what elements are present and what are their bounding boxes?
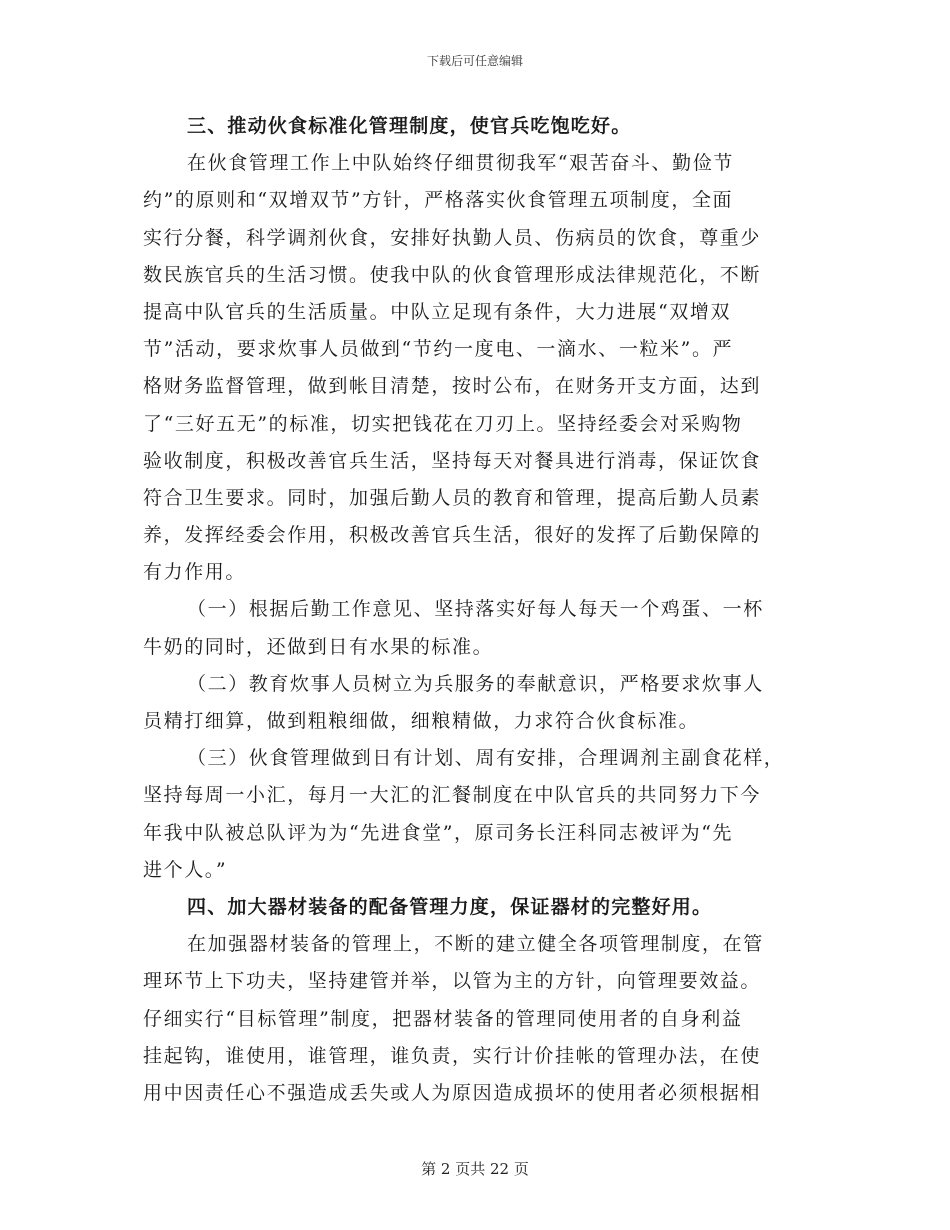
body-text-line: （三）伙食管理做到日有计划、周有安排，合理调剂主副食花样， — [187, 747, 785, 770]
body-text-line: 数民族官兵的生活习惯。使我中队的伙食管理形成法律规范化，不断 — [143, 263, 762, 286]
body-text-line: 实行分餐，科学调剂伙食，安排好执勤人员、伤病员的饮食，尊重少 — [143, 226, 762, 249]
body-text-line: 牛奶的同时，还做到日有水果的标准。 — [143, 635, 494, 658]
body-text-line: 年我中队被总队评为为“先进食堂”，原司务长汪科同志被评为“先 — [143, 821, 734, 844]
body-text-line: 了“三好五无”的标准，切实把钱花在刀刃上。坚持经委会对采购物 — [143, 412, 743, 435]
body-text-line: （一）根据后勤工作意见、坚持落实好每人每天一个鸡蛋、一杯 — [187, 598, 764, 621]
body-text-line: 验收制度，积极改善官兵生活，坚持每天对餐具进行消毒，保证饮食 — [143, 449, 762, 472]
body-text-line: 坚持每周一小汇，每月一大汇的汇餐制度在中队官兵的共同努力下今 — [143, 784, 762, 807]
body-text-line: 约”的原则和“双增双节”方针，严格落实伙食管理五项制度，全面 — [143, 189, 734, 212]
body-text-line: 格财务监督管理，做到帐目清楚，按时公布，在财务开支方面，达到 — [143, 375, 762, 398]
body-text-line: 挂起钩，谁使用，谁管理，谁负责，实行计价挂帐的管理办法，在使 — [143, 1044, 762, 1067]
body-text-line: 用中因责任心不强造成丢失或人为原因造成损坏的使用者必须根据相 — [143, 1081, 762, 1104]
section-heading: 三、推动伙食标准化管理制度，使官兵吃饱吃好。 — [187, 115, 632, 137]
body-text-line: 员精打细算，做到粗粮细做，细粮精做，力求符合伙食标准。 — [143, 710, 700, 732]
body-text-line: 进个人。” — [143, 858, 228, 881]
body-text-line: （二）教育炊事人员树立为兵服务的奉献意识，严格要求炊事人 — [187, 672, 764, 695]
section-heading: 四、加大器材装备的配备管理力度，保证器材的完整好用。 — [187, 895, 713, 918]
body-text-line: 养，发挥经委会作用，积极改善官兵生活，很好的发挥了后勤保障的 — [143, 524, 762, 547]
body-text-line: 有力作用。 — [143, 561, 247, 584]
body-text-line: 提高中队官兵的生活质量。中队立足现有条件，大力进展“双增双 — [143, 300, 732, 323]
page-header: 下载后可任意编辑 — [426, 54, 523, 68]
page-footer: 第 2 页共 22 页 — [421, 1160, 529, 1178]
body-text-line: 理环节上下功夫，坚持建管并举，以管为主的方针，向管理要效益。 — [143, 970, 762, 993]
body-text-line: 在加强器材装备的管理上，不断的建立健全各项管理制度，在管 — [187, 933, 764, 956]
body-text-line: 仔细实行“目标管理”制度，把器材装备的管理同使用者的自身利益 — [143, 1007, 743, 1030]
body-text-line: 节”活动，要求炊事人员做到“节约一度电、一滴水、一粒米”。严 — [143, 338, 734, 361]
body-text-line: 符合卫生要求。同时，加强后勤人员的教育和管理，提高后勤人员素 — [143, 486, 762, 509]
document-body — [143, 108, 803, 1112]
body-text-line: 在伙食管理工作上中队始终仔细贯彻我军“艰苦奋斗、勤俭节 — [187, 152, 734, 175]
